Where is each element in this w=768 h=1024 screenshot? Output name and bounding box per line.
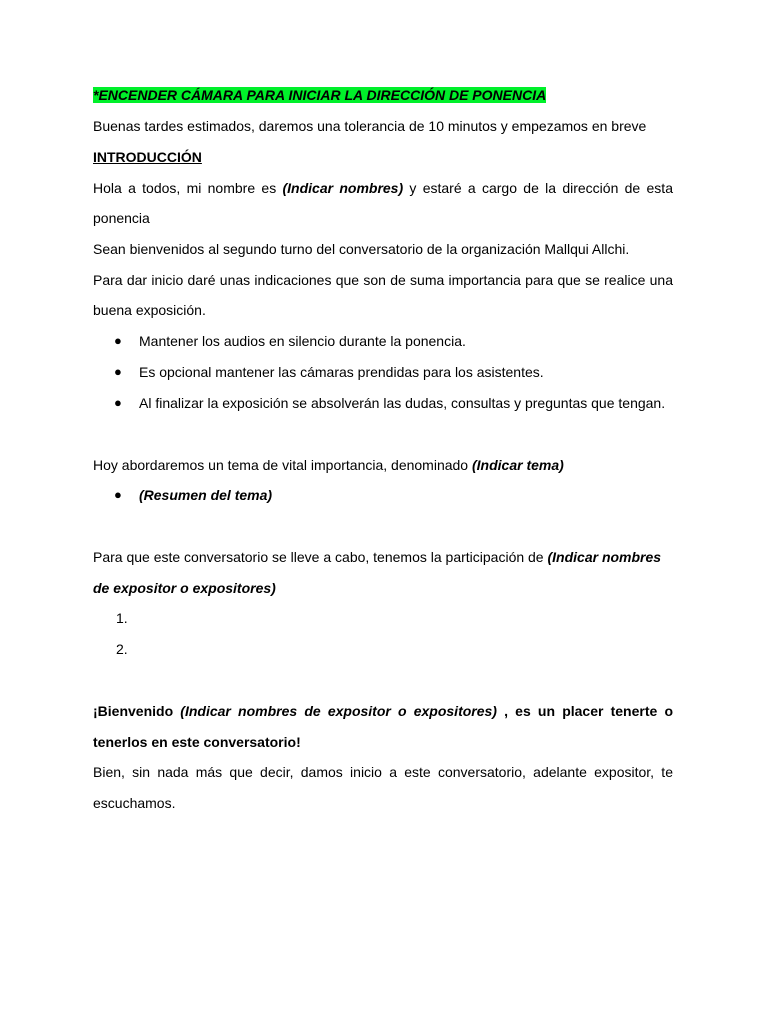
welcome-exclaim: ¡Bienvenido	[93, 703, 181, 719]
numbered-item: 2.	[116, 641, 128, 657]
intro-text-cont: y estaré a cargo de la dirección de esta	[403, 180, 673, 196]
section-title	[93, 149, 673, 165]
closing-line-2: escuchamos.	[93, 795, 176, 811]
topic-text: Hoy abordaremos un tema de vital importancia, denominado	[93, 457, 472, 473]
bullet-marker: ●	[114, 364, 122, 379]
participation-line-2: de expositor o expositores)	[93, 580, 276, 596]
intro-paragraph-line-2: ponencia	[93, 210, 150, 226]
closing-line-1: Bien, sin nada más que decir, damos inicio a este conversatorio, adelante expositor, te	[93, 764, 673, 780]
greeting-line: Buenas tardes estimados, daremos una tolerancia de 10 minutos y empezamos en breve	[93, 118, 647, 134]
intro-text: Hola a todos, mi nombre es	[93, 180, 283, 196]
topic-line	[93, 457, 673, 473]
section-title-text: INTRODUCCIÓN	[93, 149, 202, 165]
instructions-line-1: Para dar inicio daré unas indicaciones que son de suma importancia para que se realice una	[93, 272, 673, 288]
names-placeholder: (Indicar nombres)	[282, 180, 404, 196]
camera-instruction-heading	[93, 87, 673, 103]
intro-paragraph-line-1	[93, 180, 673, 196]
speakers-placeholder: (Indicar nombres de expositor o expositores)	[180, 703, 497, 719]
speaker-welcome-line-2: tenerlos en este conversatorio!	[93, 734, 301, 750]
welcome-exclaim-cont: , es un placer tenerte o	[496, 703, 674, 719]
rule-item: Mantener los audios en silencio durante la ponencia.	[139, 333, 466, 349]
rule-item: Al finalizar la exposición se absolverán las dudas, consultas y preguntas que tengan.	[139, 395, 666, 411]
participation-text: Para que este conversatorio se lleve a cabo, tenemos la participación de	[93, 549, 548, 565]
topic-placeholder: (Indicar tema)	[471, 457, 564, 473]
instructions-line-2: buena exposición.	[93, 302, 206, 318]
summary-placeholder: (Resumen del tema)	[139, 487, 273, 503]
welcome-line: Sean bienvenidos al segundo turno del conversatorio de la organización Mallqui Allchi.	[93, 241, 630, 257]
highlighted-heading: *ENCENDER CÁMARA PARA INICIAR LA DIRECCIÓN DE PONENCIA	[93, 87, 547, 103]
bullet-marker: ●	[114, 487, 122, 502]
bullet-marker: ●	[114, 395, 122, 410]
numbered-item: 1.	[116, 610, 128, 626]
speakers-placeholder: (Indicar nombres	[547, 549, 662, 565]
speaker-welcome-line-1	[93, 703, 673, 719]
participation-line-1	[93, 549, 673, 565]
bullet-marker: ●	[114, 333, 122, 348]
rule-item: Es opcional mantener las cámaras prendidas para los asistentes.	[139, 364, 544, 380]
